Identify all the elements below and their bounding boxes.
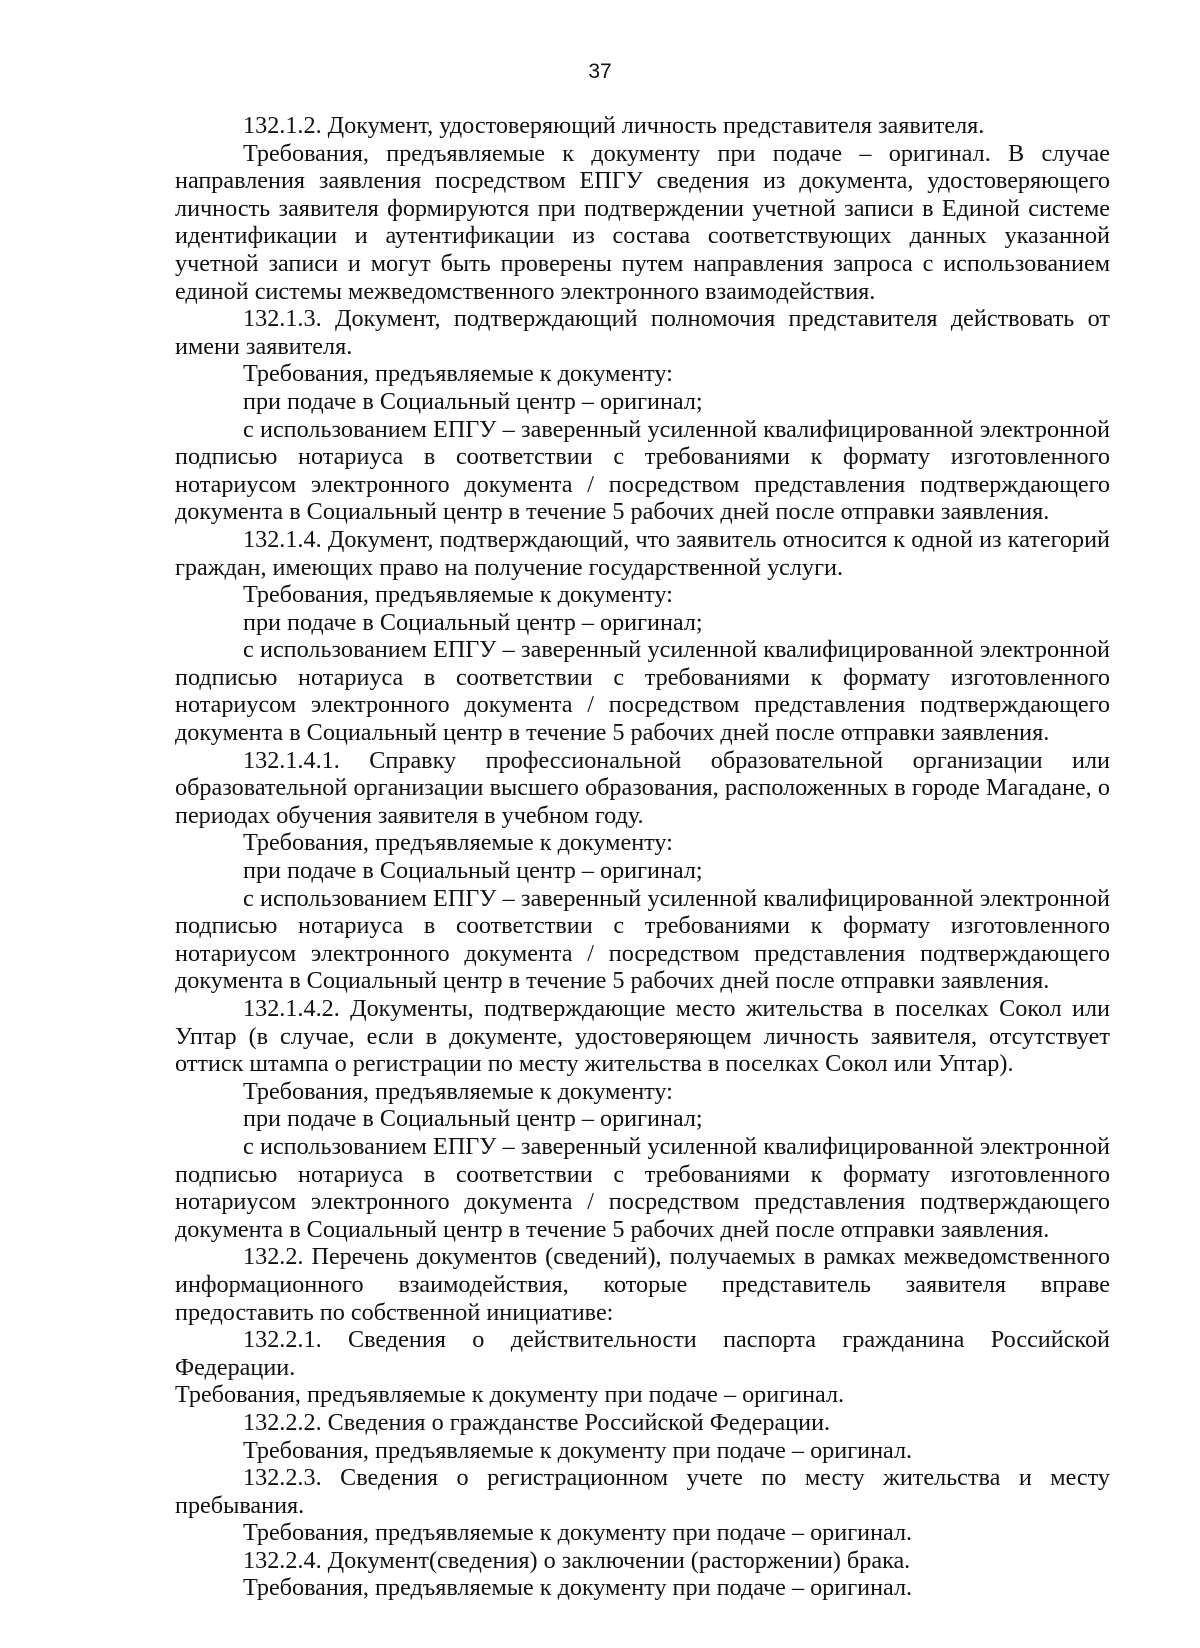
paragraph: Требования, предъявляемые к документу при подаче – оригинал. В случае направления заявления посредством ЕПГУ сведения из документа, удостоверяющего личность заявителя формируются при подтверждении учетной записи в Единой системе идентификации и аутентификации из состава соответствующих данных указанной учетной записи и могут быть проверены путем направления запроса с использованием единой системы межведомственного электронного взаимодействия. — [175, 139, 1110, 305]
paragraph: Требования, предъявляемые к документу при подаче – оригинал. — [243, 1519, 913, 1547]
paragraph: при подаче в Социальный центр – оригинал; — [243, 1105, 703, 1133]
paragraph: 132.2. Перечень документов (сведений), получаемых в рамках межведомственного информационного взаимодействия, которые представитель заявителя вправе предоставить по собственной инициативе: — [175, 1243, 1110, 1326]
paragraph: Требования, предъявляемые к документу: — [243, 829, 673, 857]
paragraph: Требования, предъявляемые к документу при подаче – оригинал. — [175, 1381, 845, 1409]
page-number: 37 — [588, 60, 612, 83]
paragraph: Требования, предъявляемые к документу при подаче – оригинал. — [243, 1436, 913, 1464]
document-body — [175, 112, 1110, 1602]
paragraph: 132.1.2. Документ, удостоверяющий личность представителя заявителя. — [243, 112, 985, 139]
paragraph: Требования, предъявляемые к документу: — [243, 581, 673, 609]
paragraph: Требования, предъявляемые к документу при подаче – оригинал. — [243, 1574, 913, 1602]
paragraph: с использованием ЕПГУ – заверенный усиленной квалифицированной электронной подписью нотариуса в соответствии с требованиями к формату изготовленного нотариусом электронного документа / посредством представления подтверждающего документа в Социальный центр в течение 5 рабочих дней после отправки заявления. — [175, 636, 1110, 747]
paragraph: при подаче в Социальный центр – оригинал; — [243, 387, 703, 415]
paragraph: с использованием ЕПГУ – заверенный усиленной квалифицированной электронной подписью нотариуса в соответствии с требованиями к формату изготовленного нотариусом электронного документа / посредством представления подтверждающего документа в Социальный центр в течение 5 рабочих дней после отправки заявления. — [175, 1132, 1110, 1243]
paragraph: 132.2.4. Документ(сведения) о заключении (расторжении) брака. — [243, 1546, 911, 1574]
paragraph: с использованием ЕПГУ – заверенный усиленной квалифицированной электронной подписью нотариуса в соответствии с требованиями к формату изготовленного нотариусом электронного документа / посредством представления подтверждающего документа в Социальный центр в течение 5 рабочих дней после отправки заявления. — [175, 884, 1110, 995]
paragraph: 132.2.3. Сведения о регистрационном учете по месту жительства и месту пребывания. — [175, 1464, 1110, 1519]
paragraph: 132.1.3. Документ, подтверждающий полномочия представителя действовать от имени заявителя. — [175, 305, 1110, 360]
paragraph: при подаче в Социальный центр – оригинал; — [243, 608, 703, 636]
paragraph: 132.1.4.1. Справку профессиональной образовательной организации или образовательной организации высшего образования, расположенных в городе Магадане, о периодах обучения заявителя в учебном году. — [175, 746, 1110, 829]
paragraph: 132.1.4. Документ, подтверждающий, что заявитель относится к одной из категорий граждан, имеющих право на получение государственной услуги. — [175, 525, 1110, 581]
paragraph: с использованием ЕПГУ – заверенный усиленной квалифицированной электронной подписью нотариуса в соответствии с требованиями к формату изготовленного нотариусом электронного документа / посредством представления подтверждающего документа в Социальный центр в течение 5 рабочих дней после отправки заявления. — [175, 415, 1110, 526]
paragraph: 132.2.1. Сведения о действительности паспорта гражданина Российской Федерации. — [175, 1326, 1110, 1381]
paragraph: Требования, предъявляемые к документу: — [243, 360, 673, 388]
paragraph: 132.2.2. Сведения о гражданстве Российской Федерации. — [243, 1408, 831, 1436]
paragraph: при подаче в Социальный центр – оригинал; — [243, 857, 703, 885]
paragraph: Требования, предъявляемые к документу: — [243, 1077, 673, 1105]
paragraph: 132.1.4.2. Документы, подтверждающие место жительства в поселках Сокол или Уптар (в случае, если в документе, удостоверяющем личность заявителя, отсутствует оттиск штампа о регистрации по месту жительства в поселках Сокол или Уптар). — [175, 995, 1110, 1078]
